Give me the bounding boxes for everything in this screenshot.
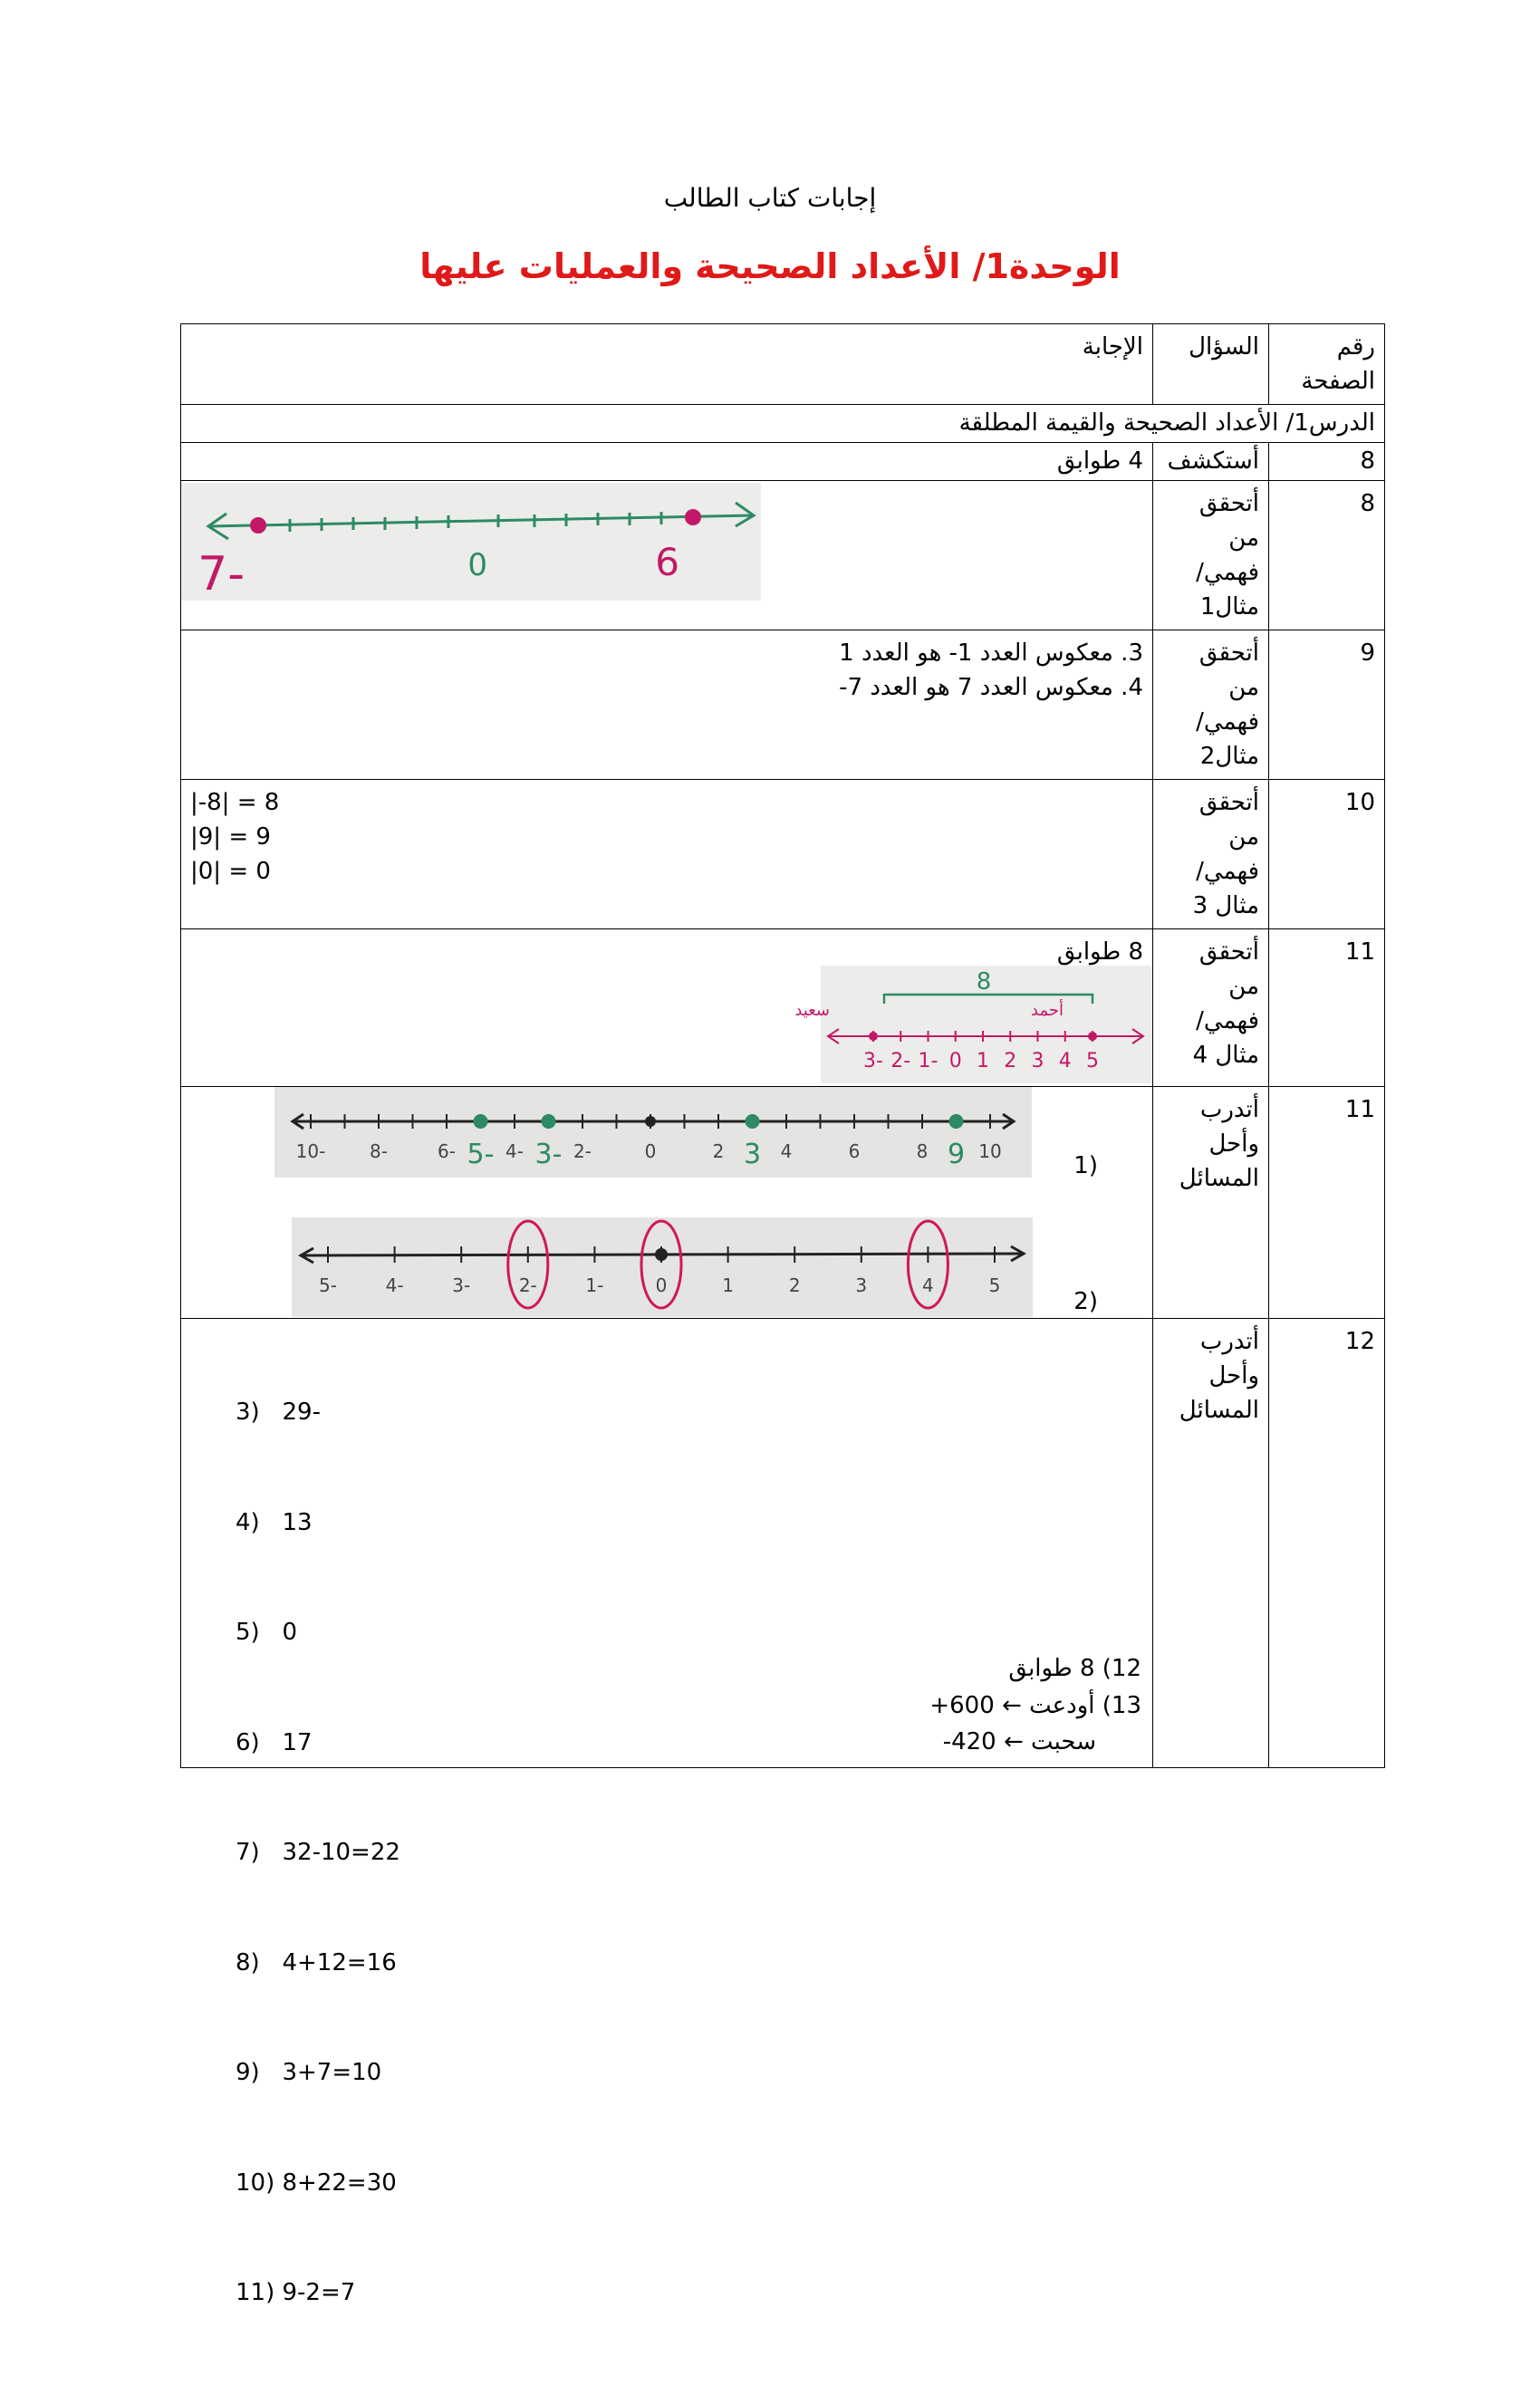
- nl1-mark-label: 9: [947, 1139, 966, 1170]
- sketch-tick-label: 1: [977, 1050, 989, 1072]
- nl1-tick-label: 8: [916, 1140, 929, 1162]
- sketch-distance-label: 8: [976, 968, 992, 995]
- answer-line: 8 طوابق: [1056, 938, 1143, 966]
- nl2-tick-label: 1: [722, 1274, 734, 1296]
- answer-line: 3. معكوس العدد 1- هو العدد 1: [839, 640, 1143, 667]
- list-item: 7) 32-10=22: [236, 1839, 400, 1866]
- list-item: 5) 0: [236, 1619, 298, 1646]
- nl2-tick-label: 3: [855, 1274, 868, 1296]
- row-page: 8: [1269, 481, 1385, 630]
- nl1-tick-label: -2: [573, 1140, 592, 1162]
- row-question: أتدرب وأحل المسائل: [1153, 1087, 1269, 1319]
- number-line-photo-2: [274, 1087, 1032, 1178]
- nl2-tick-label: -2: [518, 1274, 537, 1296]
- nl2-tick-label: 4: [922, 1274, 934, 1296]
- answer-line: |0| = 0: [190, 858, 271, 885]
- nl1-tick-label: 2: [712, 1140, 725, 1162]
- number-line-photo-3: [292, 1217, 1033, 1317]
- nl1-tick-label: 10: [978, 1140, 1002, 1162]
- nl1-point: [542, 1114, 556, 1129]
- table-row: [181, 1087, 1385, 1319]
- nl1-mark-label: 3: [743, 1139, 762, 1170]
- nl1-mark-label: -5: [467, 1139, 495, 1170]
- list-item: 10) 8+22=30: [236, 2169, 397, 2197]
- table-row: [181, 443, 1385, 481]
- list-item: 8) 4+12=16: [236, 1948, 397, 1976]
- row-question: أتدرب وأحل المسائل: [1153, 1319, 1269, 1768]
- sketch-left-word: سعيد: [794, 1001, 830, 1020]
- nl1-tick-label: -10: [295, 1140, 326, 1162]
- nl-label-right: 6: [655, 540, 679, 584]
- answer-line: |-8| = 8: [190, 789, 280, 816]
- table-row: [181, 780, 1385, 929]
- list-item: 3) 29-: [236, 1399, 321, 1426]
- sketch-tick-label: 3: [1031, 1050, 1044, 1072]
- nl1-mark-label: -3: [534, 1139, 563, 1170]
- table-row: [181, 929, 1385, 1087]
- col-header-page: رقم الصفحة: [1269, 324, 1385, 405]
- row-question: أستكشف: [1153, 443, 1269, 481]
- nl2-tick-label: 5: [988, 1274, 1001, 1296]
- sketch-tick-label: 4: [1058, 1050, 1072, 1072]
- nl1-tick-label: 0: [644, 1140, 657, 1162]
- row-answer: [181, 1319, 1153, 2306]
- table-row: [181, 481, 1385, 630]
- col-header-answer: الإجابة: [181, 324, 1153, 405]
- row-page: 11: [1269, 1087, 1385, 1319]
- row-page: 9: [1269, 630, 1385, 780]
- row-page: 11: [1269, 929, 1385, 1087]
- row-question: أتحقق من فهمي/ مثال 4: [1153, 929, 1269, 1087]
- row-answer: [181, 630, 1153, 780]
- row-answer: 4 طوابق: [181, 443, 1153, 481]
- row-question: أتحقق من فهمي/ مثال1: [1153, 481, 1269, 630]
- number-line-photo-1: [181, 483, 761, 601]
- nl1-tick-label: -6: [438, 1140, 456, 1162]
- answer-list-rtl: [852, 1650, 1141, 1761]
- list-item: 9) 3+7=10: [236, 2059, 382, 2086]
- nl1-tick-label: 4: [780, 1140, 793, 1162]
- nl2-tick-label: -3: [452, 1274, 471, 1296]
- answer-line: 4. معكوس العدد 7 هو العدد 7-: [839, 674, 1143, 701]
- page-subtitle: إجابات كتاب الطالب: [663, 183, 877, 213]
- nl2-tick-label: -5: [319, 1274, 337, 1296]
- row-question: أتحقق من فهمي/ مثال 3: [1153, 780, 1269, 929]
- answer-list: [236, 1321, 400, 2385]
- list-item: 6) 17: [236, 1728, 313, 1756]
- sketch-tick-label: -1: [918, 1050, 938, 1072]
- row-answer: [181, 481, 1153, 630]
- row-page: 10: [1269, 780, 1385, 929]
- table-row: [181, 630, 1385, 780]
- nl-label-zero: 0: [467, 547, 487, 583]
- nl1-point: [474, 1114, 488, 1129]
- lesson-title: الدرس1/ الأعداد الصحيحة والقيمة المطلقة: [181, 405, 1385, 443]
- list-item: 12) 8 طوابق: [1008, 1655, 1141, 1682]
- nl2-tick-label: 0: [655, 1274, 668, 1296]
- nl1-tick-label: -4: [505, 1140, 524, 1162]
- row-page: 12: [1269, 1319, 1385, 1768]
- col-header-question: السؤال: [1153, 324, 1269, 405]
- sketch-tick-label: 2: [1004, 1050, 1017, 1072]
- lesson-row: [181, 405, 1385, 443]
- list-item: سحبت ← 420-: [942, 1728, 1096, 1755]
- sketch-right-word: أحمد: [1031, 1001, 1064, 1020]
- nl-label-left: -7: [197, 547, 245, 601]
- sketch-tick-label: -3: [863, 1050, 883, 1072]
- nl1-point: [645, 1116, 656, 1127]
- number-line-sketch: [794, 966, 1152, 1083]
- item-2-label: (2: [1073, 1288, 1098, 1315]
- nl2-point: [655, 1248, 668, 1261]
- nl1-tick-label: -8: [370, 1140, 388, 1162]
- item-1-label: (1: [1073, 1152, 1098, 1179]
- sketch-tick-label: 5: [1086, 1050, 1099, 1072]
- answer-line: |9| = 9: [190, 823, 271, 851]
- point-6: [685, 509, 701, 525]
- row-question: أتحقق من فهمي/ مثال2: [1153, 630, 1269, 780]
- nl1-point: [949, 1114, 964, 1129]
- table-header-row: [181, 324, 1385, 405]
- list-item: 13) أودعت ← 600+: [929, 1691, 1141, 1719]
- nl2-tick-label: -1: [585, 1274, 604, 1296]
- table-row: [181, 1319, 1385, 1768]
- row-answer: [181, 929, 1153, 1087]
- nl2-tick-label: 2: [788, 1274, 801, 1296]
- sketch-tick-label: 0: [948, 1050, 962, 1072]
- nl1-tick-label: 6: [848, 1140, 861, 1162]
- page-title: الوحدة1/ الأعداد الصحيحة والعمليات عليها: [419, 246, 1121, 286]
- point-minus-7: [250, 517, 266, 534]
- list-item: 4) 13: [236, 1508, 313, 1536]
- answers-table: [180, 323, 1385, 2306]
- sketch-tick-label: -2: [890, 1050, 911, 1072]
- list-item: 11) 9-2=7: [236, 2279, 356, 2306]
- row-answer: [181, 780, 1153, 929]
- nl2-tick-label: -4: [385, 1274, 404, 1296]
- row-page: 8: [1269, 443, 1385, 481]
- row-answer: [181, 1087, 1153, 1319]
- nl1-point: [746, 1114, 760, 1129]
